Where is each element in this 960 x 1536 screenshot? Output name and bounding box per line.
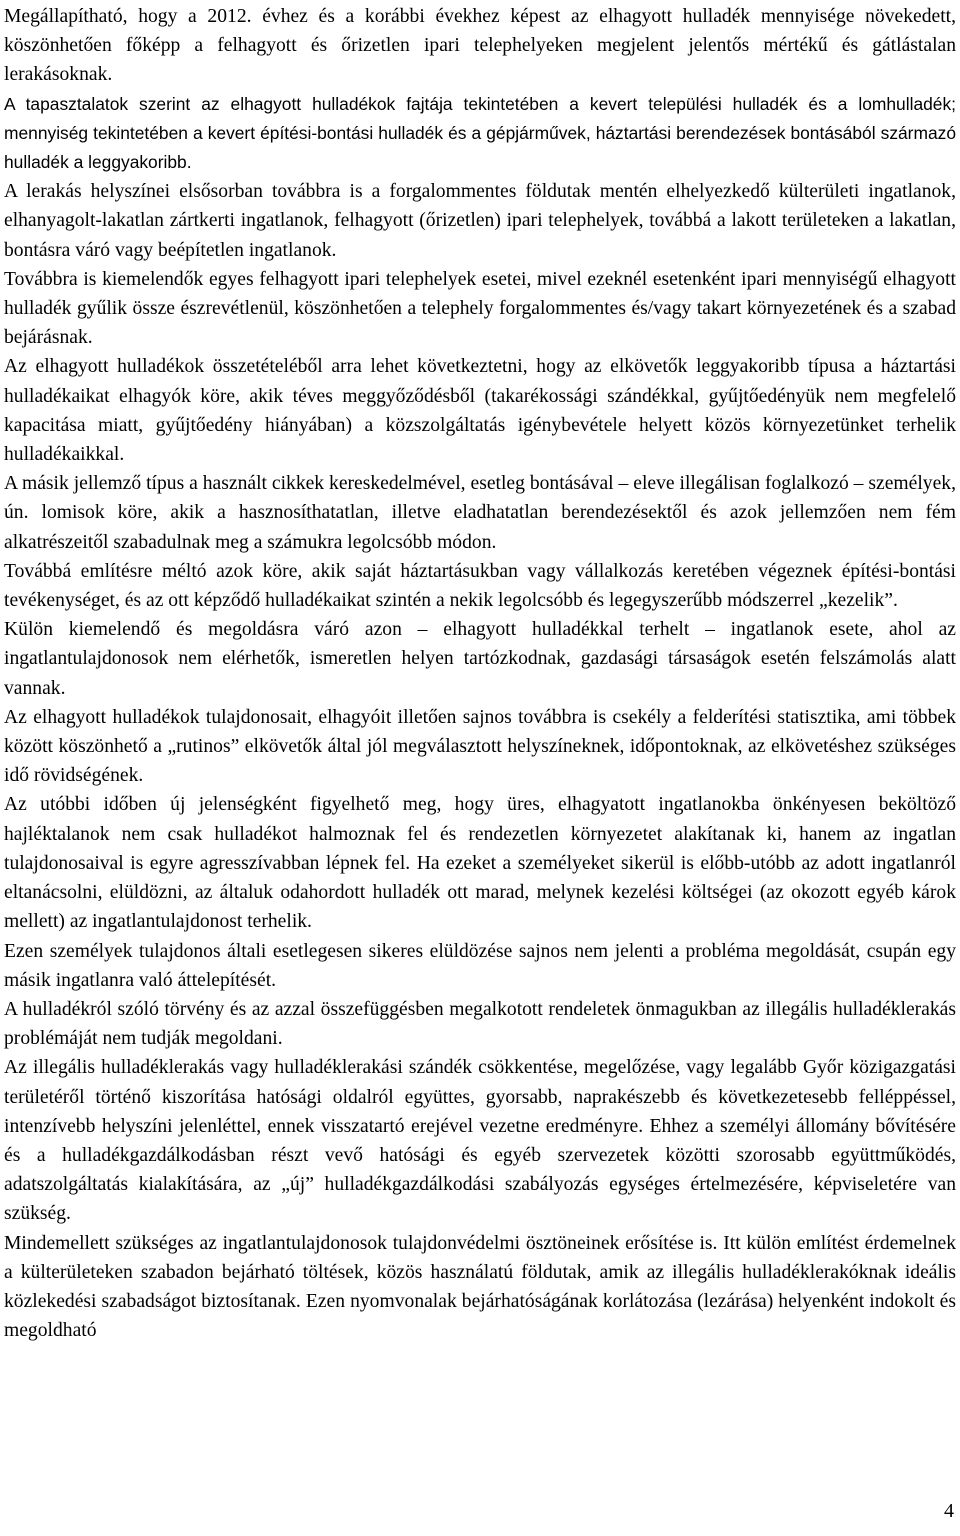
paragraph-2: A tapasztalatok szerint az elhagyott hulladékok fajtája tekintetében a kevert települési hulladék és a lomhulladék; mennyiség tekintetében a kevert építési-bontási hulladék és a gépjárművek, háztartási berendezések bontásából származó hulladék a leggyakoribb. <box>4 93 956 173</box>
paragraph-6: A másik jellemző típus a használt cikkek kereskedelmével, esetleg bontásával – eleve illegálisan foglalkozó – személyek, ún. lomisok köre, akik a hasznosíthatatlan, illetve eladhatatlan berendezésektől és azok jellemzően nem fém alkatrészeitől szabadulnak meg a számukra legolcsóbb módon. <box>4 473 956 553</box>
paragraph-10: Az utóbbi időben új jelenségként figyelhető meg, hogy üres, elhagyatott ingatlanokba önkényesen beköltöző hajléktalanok nem csak hulladékot halmoznak fel és rendezetlen környezetet alakítanak ki, hanem az ingatlan tulajdonosaival is egyre agresszívabban lépnek fel. Ha ezeket a személyeket sikerül is előbb-utóbb az adott ingatlanról eltanácsolni, elüldözni, az általuk odahordott hulladék ott marad, melynek kezelési költségei (az okozott egyéb károk mellett) az ingatlantulajdonost terhelik. <box>4 794 956 933</box>
paragraph-9: Az elhagyott hulladékok tulajdonosait, elhagyóit illetően sajnos továbbra is csekély a felderítési statisztika, ami többek között köszönhető a „rutinos” elkövetők által jól megválasztott helyszíneknek, időpontoknak, az elkövetéshez szükséges idő rövidségének. <box>4 706 956 787</box>
paragraph-14: Mindemellett szükséges az ingatlantulajdonosok tulajdonvédelmi ösztöneinek erősítése is. Itt külön említést érdemelnek a külterületeken szabadon bejárható töltések, közös használatú földutak, amik az illegális hulladéklerakóknak ideális közlekedési szabadságot biztosítanak. Ezen nyomvonalak bejárhatóságának korlátozása (lezárása) helyenként indokolt és megoldható <box>4 1232 956 1342</box>
paragraph-13: Az illegális hulladéklerakás vagy hulladéklerakási szándék csökkentése, megelőzése, vagy legalább Győr közigazgatási területéről történő kiszorítása hatósági oldalról együttes, gyorsabb, naprakészebb és következetesebb felléppéssel, intenzívebb helyszíni jelenléttel, ennek visszatartó erejével vezetne eredményre. Ehhez a személyi állomány bővítésére és a hulladékgazdálkodásban részt vevő hatósági és egyéb szervezetek közötti szorosabb együttműködés, adatszolgáltatás kialakítására, az „új” hulladékgazdálkodási szabályozás egységes értelmezésére, képviseletére van szükség. <box>4 1057 956 1225</box>
paragraph-7: Továbbá említésre méltó azok köre, akik saját háztartásukban vagy vállalkozás keretében végeznek építési-bontási tevékenységet, és az ott képződő hulladékaikat szintén a nekik legolcsóbb és legegyszerűbb módszerrel „kezelik”. <box>4 560 956 612</box>
paragraph-5: Az elhagyott hulladékok összetételéből arra lehet következtetni, hogy az elkövetők leggyakoribb típusa a háztartási hulladékaikat elhagyók köre, akik téves meggyőződésből (takarékossági szándékkal, gyűjtőedényük nem megfelelő kapacitása miatt, gyűjtőedény hiányában) a közszolgáltatás igénybevétele helyett közös környezetünket terhelik hulladékaikkal. <box>4 356 956 466</box>
paragraph-3: A lerakás helyszínei elsősorban továbbra is a forgalommentes földutak mentén elhelyezkedő külterületi ingatlanok, elhanyagolt-lakatlan zártkerti ingatlanok, felhagyott (őrizetlen) ipari telephelyek, továbbá a lakott területeken a lakatlan, bontásra váró vagy beépítetlen ingatlanok. <box>4 181 956 261</box>
paragraph-11: Ezen személyek tulajdonos általi esetlegesen sikeres elüldözése sajnos nem jelenti a probléma megoldását, csupán egy másik ingatlanra való áttelepítését. <box>4 940 956 991</box>
paragraph-4: Továbbra is kiemelendők egyes felhagyott ipari telephelyek esetei, mivel ezeknél esetenként ipari mennyiségű elhagyott hulladék gyűlik össze észrevétlenül, köszönhetően a telephely forgalommentes és/vagy takart környezetének és a szabad bejárásnak. <box>4 268 956 349</box>
page-number: 4 <box>944 1500 954 1522</box>
paragraph-8: Külön kiemelendő és megoldásra váró azon – elhagyott hulladékkal terhelt – ingatlanok esete, ahol az ingatlantulajdonosok nem elérhetők, ismeretlen helyen tartózkodnak, gazdasági társaságok esetén felszámolás alatt vannak. <box>4 619 956 699</box>
paragraph-1: Megállapítható, hogy a 2012. évhez és a korábbi évekhez képest az elhagyott hulladék mennyisége növekedett, köszönhetően főképp a felhagyott és őrizetlen ipari telephelyeken megjelent jelentős mértékű és gátlástalan lerakásoknak. <box>4 6 956 86</box>
paragraph-12: A hulladékról szóló törvény és az azzal összefüggésben megalkotott rendeletek önmagukban az illegális hulladéklerakás problémáját nem tudják megoldani. <box>4 998 956 1050</box>
document-body <box>4 2 956 1345</box>
